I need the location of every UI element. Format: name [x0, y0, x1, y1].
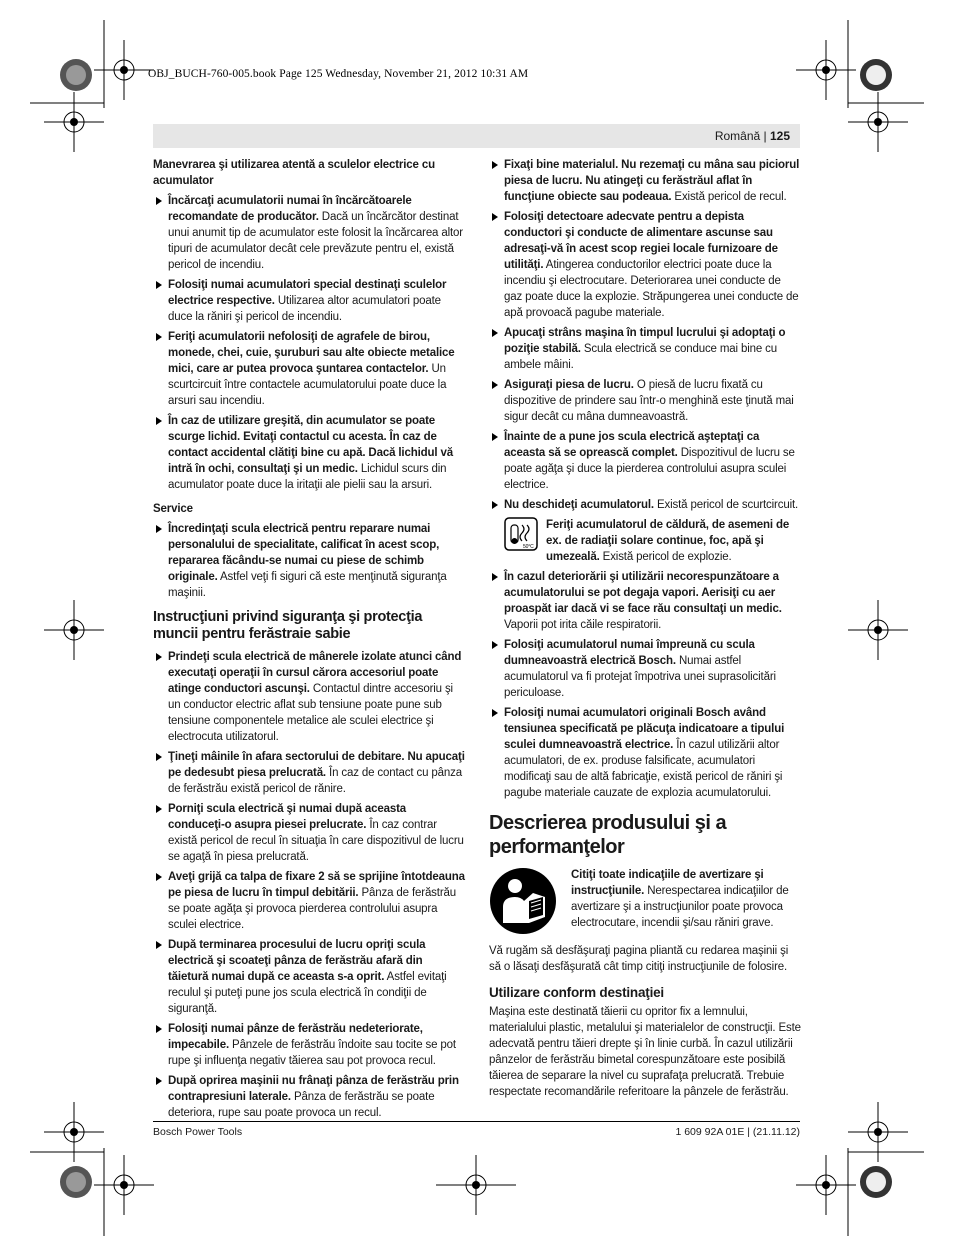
list-item: Aveţi grijă ca talpa de fixare 2 să se sprijine întotdeauna pe piesa de lucru în timpul debitării. Pânza de ferăstrău se poate agăţa şi provoca pierderea controlului asupra sculei electrice.: [153, 869, 465, 933]
list-item: După terminarea procesului de lucru opriţi scula electrică şi scoateţi pânza de ferăstrău afară din tăietură numai după ce aceasta s-a oprit. Astfel evitaţi reculul şi puteţi pune jos scula electrică în condiţii de siguranţă.: [153, 937, 465, 1017]
bullet-triangle-icon: [156, 1077, 162, 1085]
header-text: [715, 129, 790, 143]
list-item: Asiguraţi piesa de lucru. O piesă de lucru fixată cu dispozitive de prindere sau într-o menghină este ţinută mai sigur decât cu mâna dumneavoastră.: [489, 377, 801, 425]
list-item: Porniţi scula electrică şi numai după aceasta conduceţi-o asupra piesei prelucrate. În caz contrar există pericol de recul în situaţia în care dispozitivul de lucru se agaţă în piesa prelucrată.: [153, 801, 465, 865]
bullet-triangle-icon: [492, 501, 498, 509]
bullet-triangle-icon: [156, 1025, 162, 1033]
bullet-triangle-icon: [492, 213, 498, 221]
fold-out-note: Vă rugăm să desfăşuraţi pagina pliantă cu redarea maşinii şi să o lăsaţi desfăşurată cât timp citiţi instrucţiunile de folosire.: [489, 945, 789, 973]
list-item: Ţineţi mâinile în afara sectorului de debitare. Nu apucaţi pe dedesubt piesa prelucrată. În caz de contact cu pânza de ferăstrău există pericol de rănire.: [153, 749, 465, 797]
bullet-triangle-icon: [156, 653, 162, 661]
list-item: Încărcaţi acumulatorii numai în încărcătoarele recomandate de producător. Dacă un încărcător destinat unui anumit tip de acumulator este folosit la încărcarea altor tipuri de acumulator decât cele prevăzute pentru el, există pericol de incendiu.: [153, 193, 465, 273]
intended-use-text: Maşina este destinată tăierii cu opritor fix a lemnului, materialului plastic, metalului şi materialelor de construcţii. Este adecvată pentru tăieri drepte şi în linie curbă. În cazul utilizării pânzelor de ferăstrău bimetal corespunzătoare este posibilă tăierea de separare la nivel cu suprafaţa prelucrată. Trebuie respectate recomandările referitoare la pânzele de ferăstrău.: [489, 1006, 801, 1098]
bullet-triangle-icon: [492, 709, 498, 717]
heat-warning: [489, 517, 801, 565]
battery-safety-list: [489, 569, 801, 801]
list-item: În cazul deteriorării şi utilizării necorespunzătoare a acumulatorului se pot degaja vapori. Aerisiţi cu aer proaspăt iar dacă vi se face rău consultaţi un medic. Vaporii pot irita căile respiratorii.: [489, 569, 801, 633]
list-item: În caz de utilizare greşită, din acumulator se poate scurge lichid. Evitaţi contactul cu acesta. În caz de contact accidental clătiţi bine cu apă. Dacă lichidul vă intră în ochi, consultaţi şi un medic. Lichidul scurs din acumulator poate duce la iritaţii ale pielii sau la arsuri.: [153, 413, 465, 493]
bullet-triangle-icon: [492, 573, 498, 581]
saw-safety-list-continued: [489, 157, 801, 513]
list-item: Folosiţi detectoare adecvate pentru a depista conductori şi conducte de alimentare ascunse sau adresaţi-vă în acest scop regiei locale furnizoare de utilităţi. Atingerea conductorilor electrici poate duce la incendiu şi electrocutare. Deteriorarea unei conducte de gaz poate duce la explozie. Străpungerea unei conducte de apă provoacă pagube materiale.: [489, 209, 801, 321]
section-title-saw-safety: Instrucţiuni privind siguranţa şi protecţia muncii pentru ferăstraie sabie: [153, 609, 423, 642]
footer-rule: [153, 1121, 800, 1122]
bullet-triangle-icon: [492, 381, 498, 389]
bullet-triangle-icon: [156, 281, 162, 289]
intended-use-heading: Utilizare conform destinaţiei: [489, 985, 664, 1000]
bullet-triangle-icon: [492, 433, 498, 441]
list-item: Feriţi acumulatorii nefolosiţi de agrafele de birou, monede, chei, cuie, şuruburi sau alte obiecte metalice mici, care ar putea provoca şuntarea contactelor. Un scurtcircuit între contactele acumulatorului poate duce la arsuri sau incendiu.: [153, 329, 465, 409]
bullet-triangle-icon: [492, 329, 498, 337]
list-item: Fixaţi bine materialul. Nu rezemaţi cu mâna sau piciorul piesa de lucru. Nu atingeţi cu ferăstrăul aflat în funcţiune obiecte sau podeaua. Există pericol de recul.: [489, 157, 801, 205]
left-column: [153, 157, 465, 1125]
list-item: Nu deschideţi acumulatorul. Există pericol de scurtcircuit.: [489, 497, 801, 513]
svg-text:50°C: 50°C: [523, 544, 534, 550]
page-header: [153, 124, 800, 148]
bullet-triangle-icon: [156, 941, 162, 949]
header-separator: |: [760, 129, 770, 143]
product-description-heading: Descrierea produsului şi a performanţelor: [489, 812, 727, 858]
list-item: Folosiţi numai pânze de ferăstrău nedeteriorate, impecabile. Pânzele de ferăstrău îndoite sau tocite se pot rupe şi influenţa negativ tăierea sau pot provoca recul.: [153, 1021, 465, 1069]
bullet-triangle-icon: [156, 417, 162, 425]
bullet-triangle-icon: [492, 641, 498, 649]
right-column: [489, 157, 801, 1104]
header-language: Română: [714, 129, 761, 143]
read-manual-icon: [489, 867, 557, 935]
page-number: 125: [769, 129, 790, 143]
book-slug: OBJ_BUCH-760-005.book Page 125 Wednesday, November 21, 2012 10:31 AM: [148, 68, 529, 80]
list-item: Prindeţi scula electrică de mânerele izolate atunci când executaţi operaţii în cursul cărora accesoriul poate atinge conductori ascunşi. Contactul dintre accesoriu şi un conductor electric aflat sub tensiune poate pune sub tensiune componentele metalice ale sculei electrice şi electrocuta utilizatorul.: [153, 649, 465, 745]
battery-heat-icon: [504, 517, 538, 551]
list-item: Apucaţi strâns maşina în timpul lucrului şi adoptaţi o poziţie stabilă. Scula electrică se conduce mai bine cu ambele mâini.: [489, 325, 801, 373]
section-title-service: Service: [153, 503, 193, 515]
list-item: Înainte de a pune jos scula electrică aşteptaţi ca aceasta să se oprească complet. Dispozitivul de lucru se poate agăţa şi duce la pierderea controlului asupra sculei electrice.: [489, 429, 801, 493]
read-instructions-text: Citiţi toate indicaţiile de avertizare şi instrucţiunile. Nerespectarea indicaţiilor de avertizare şi a instrucţiunilor poate provoca electrocutare, incendii şi/sau răniri grave.: [571, 869, 789, 929]
list-item: Folosiţi numai acumulatori special destinaţi sculelor electrice respective. Utilizarea altor acumulatori poate duce la răniri şi pericol de incendiu.: [153, 277, 465, 325]
list-item: Folosiţi numai acumulatori originali Bosch având tensiunea specificată pe plăcuţa indicatoare a tipului sculei dumneavoastră electrice. În cazul utilizării altor acumulatori, de ex. produse falsificate, acumulatori modificaţi sau de altă fabricaţie, există pericol de răniri şi pagube materiale cauzate de explozia acumulatorului.: [489, 705, 801, 801]
list-item: Folosiţi acumulatorul numai împreună cu scula dumneavoastră electrică Bosch. Numai astfel acumulatorul va fi protejat împotriva unei suprasolicitări periculoase.: [489, 637, 801, 701]
read-instructions-warning: [489, 867, 801, 935]
bullet-triangle-icon: [156, 805, 162, 813]
bullet-triangle-icon: [156, 753, 162, 761]
footer-docnum: 1 609 92A 01E | (21.11.12): [675, 1126, 800, 1138]
saw-safety-list: [153, 649, 465, 1121]
bullet-triangle-icon: [492, 161, 498, 169]
bullet-triangle-icon: [156, 333, 162, 341]
battery-list: [153, 193, 465, 493]
list-item: După oprirea maşinii nu frânaţi pânza de ferăstrău prin contrapresiuni laterale. Pânza de ferăstrău se poate deteriora, rupe sau poate provoca un recul.: [153, 1073, 465, 1121]
bullet-triangle-icon: [156, 873, 162, 881]
section-title-battery: Manevrarea şi utilizarea atentă a sculelor electrice cu acumulator: [153, 159, 435, 187]
bullet-triangle-icon: [156, 525, 162, 533]
footer-brand: Bosch Power Tools: [153, 1126, 243, 1138]
list-item: Încredinţaţi scula electrică pentru reparare numai personalului de specialitate, calificat în acest scop, repararea făcându-se numai cu piese de schimb originale. Astfel veţi fi siguri că este menţinută siguranţa maşinii.: [153, 521, 465, 601]
bullet-triangle-icon: [156, 197, 162, 205]
heat-warning-text: Feriţi acumulatorul de căldură, de asemeni de ex. de radiaţii solare continue, foc, apă şi umezeală. Există pericol de explozie.: [546, 519, 790, 563]
